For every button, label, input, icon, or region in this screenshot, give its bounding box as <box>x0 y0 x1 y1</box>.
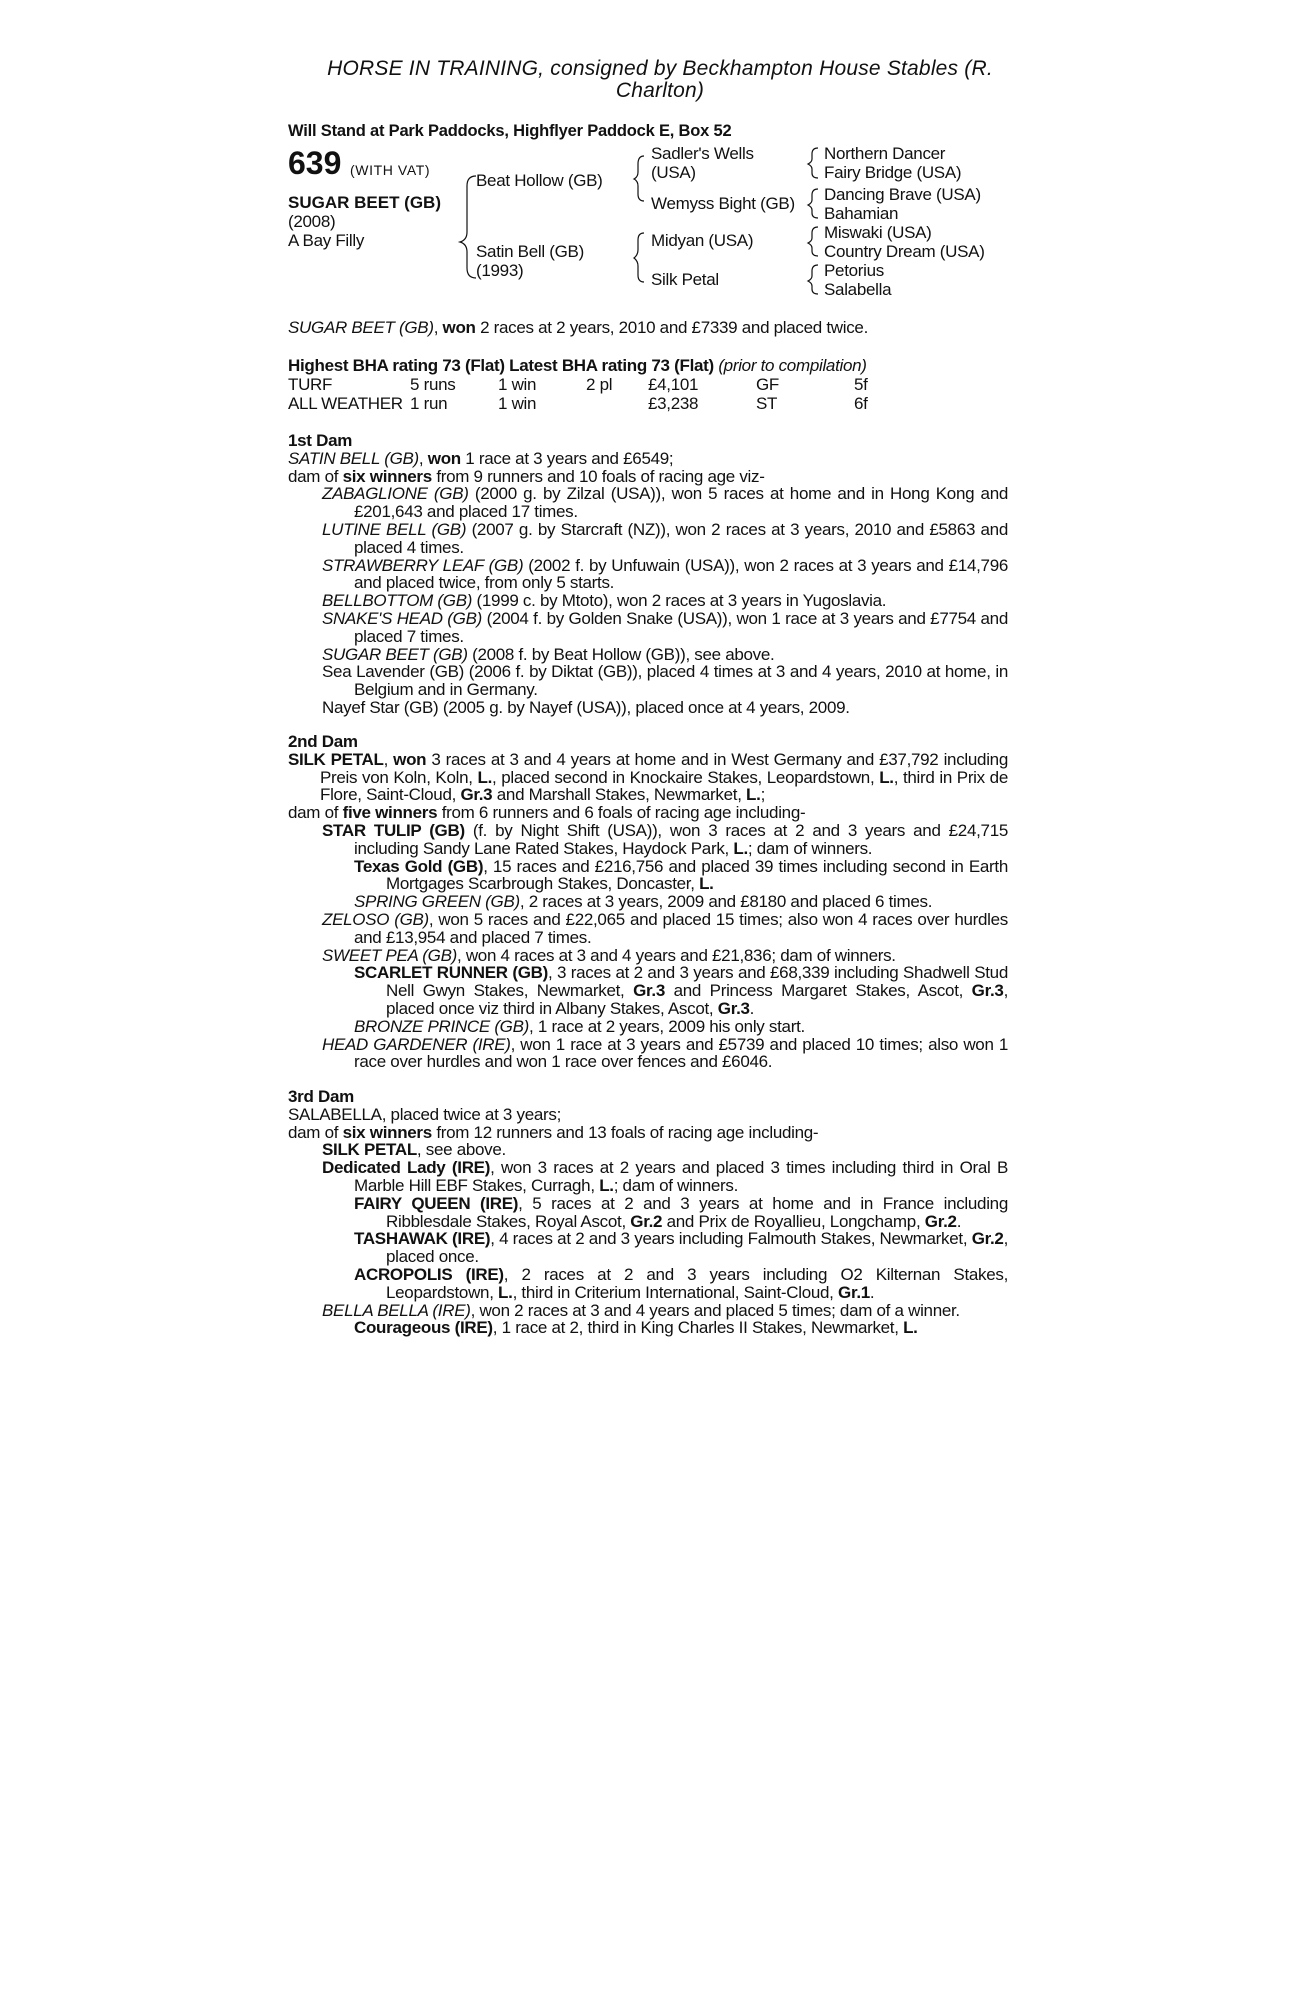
dds: Petorius <box>824 261 884 280</box>
produce-text: , won 4 races at 3 and 4 years and £21,836; dam of winners. <box>456 945 896 965</box>
listed-label: L. <box>498 1282 513 1302</box>
summary-horse: SUGAR BEET (GB) <box>288 318 434 337</box>
produce-name: TASHAWAK (IRE) <box>354 1229 491 1249</box>
produce-text: , won 1 race at 3 years and £5739 and placed 10 times; also won 1 race over hurdles and won 1 race over fences and £6046. <box>354 1034 1008 1072</box>
stats-distance: 5f <box>854 375 868 394</box>
first-dam-record: SATIN BELL (GB), won 1 race at 3 years and £6549; <box>288 448 674 468</box>
ratings-text: Highest BHA rating 73 (Flat) Latest BHA rating 73 (Flat) <box>288 356 714 375</box>
produce-text: , 15 races and £216,756 and placed 39 times including second in Earth Mortgages Scarbrough Stakes, Doncaster, <box>386 856 1008 894</box>
produce-item <box>288 699 1008 717</box>
ddd: Salabella <box>824 280 892 299</box>
produce-text: , 1 race at 2 years, 2009 his only start. <box>529 1016 805 1036</box>
produce-item <box>288 1302 1008 1320</box>
dam: Satin Bell (GB) <box>476 242 584 261</box>
produce-text: , 1 race at 2, third in King Charles II Stakes, Newmarket, <box>492 1318 904 1338</box>
listed-label: L. <box>733 838 748 858</box>
listed-label: L. <box>879 767 894 787</box>
stats-prize: £4,101 <box>648 375 699 394</box>
produce-intro: dam of <box>288 803 343 823</box>
second-dam-title: 2nd Dam <box>288 732 358 751</box>
produce-name: BELLA BELLA (IRE) <box>322 1300 471 1320</box>
listed-label: L. <box>746 785 761 805</box>
first-dam-name: SATIN BELL (GB) <box>288 448 419 468</box>
produce-text: , placed once. <box>386 1229 1009 1267</box>
group-label: Gr.2 <box>924 1211 957 1231</box>
produce-text: , see above. <box>416 1140 506 1160</box>
first-dam-produce <box>288 468 1008 486</box>
produce-item <box>288 592 1008 610</box>
dam-sire: Midyan (USA) <box>651 231 754 250</box>
produce-text: (2007 g. by Starcraft (NZ)), won 2 races at 3 years, 2010 and £5863 and placed 4 times. <box>354 519 1008 557</box>
produce-item <box>288 663 1008 699</box>
consignor-line-2: Charlton) <box>615 79 705 102</box>
vat-note: (WITH VAT) <box>350 162 431 178</box>
listed-label: L. <box>903 1318 918 1338</box>
produce-name: ZABAGLIONE (GB) <box>322 484 469 504</box>
produce-sub-item <box>288 964 1008 1017</box>
summary-won: won <box>442 318 476 337</box>
produce-name: HEAD GARDENER (IRE) <box>322 1034 511 1054</box>
won-label: won <box>393 749 427 769</box>
second-dam-name: SILK PETAL <box>288 749 384 769</box>
ratings-line <box>288 356 867 376</box>
sds: Dancing Brave (USA) <box>824 185 981 204</box>
stats-going: GF <box>756 375 780 394</box>
race-summary: SUGAR BEET (GB), won 2 races at 2 years, 2010 and £7339 and placed twice. <box>288 318 869 337</box>
produce-name: ZELOSO (GB) <box>322 909 429 929</box>
produce-name: FAIRY QUEEN (IRE) <box>354 1193 519 1213</box>
produce-item <box>288 521 1008 557</box>
produce-item <box>288 1141 1008 1159</box>
produce-text: , third in Criterium International, Saint-Cloud, <box>512 1282 839 1302</box>
group-label: Gr.1 <box>838 1282 870 1302</box>
produce-name: BELLBOTTOM (GB) <box>322 591 473 611</box>
produce-item <box>288 822 1008 858</box>
horse-year: (2008) <box>288 212 336 231</box>
produce-text: from 12 runners and 13 foals of racing age including- <box>431 1122 819 1142</box>
produce-text: , won 5 races and £22,065 and placed 15 times; also won 4 races over hurdles and £13,954 and placed 7 times. <box>354 909 1008 947</box>
sire-brace <box>634 156 644 201</box>
produce-text: , 3 races at 2 and 3 years and £68,339 including Shadwell Stud Nell Gwyn Stakes, Newmarket, <box>386 963 1008 1001</box>
dam-year: (1993) <box>476 261 524 280</box>
ssd: Fairy Bridge (USA) <box>824 163 962 182</box>
sire-sire: Sadler's Wells <box>651 144 754 163</box>
produce-item <box>288 1036 1008 1072</box>
produce-name: Courageous (IRE) <box>354 1318 493 1338</box>
produce-sub-item <box>288 1319 1008 1337</box>
produce-text: (f. by Night Shift (USA)), won 3 races at 2 and 3 years and £24,715 including Sandy Lane Rated Stakes, Haydock Park, <box>354 820 1008 858</box>
horse-description: A Bay Filly <box>288 231 365 250</box>
produce-text: (2008 f. by Beat Hollow (GB)), see above. <box>467 644 775 664</box>
produce-name: ACROPOLIS (IRE) <box>354 1264 504 1284</box>
produce-item <box>288 610 1008 646</box>
record-text: , placed second in Knockaire Stakes, Leopardstown, <box>492 767 880 787</box>
produce-text: and Prix de Royallieu, Longchamp, <box>662 1211 925 1231</box>
second-dam-record: SILK PETAL, won 3 races at 3 and 4 years at home and in West Germany and £37,792 including Preis von Koln, Koln, L., placed second in Knockaire Stakes, Leopardstown, L., third in Prix de Flore, Saint-Cloud, Gr.3 and Marshall Stakes, Newmarket, L.; <box>288 749 1008 805</box>
produce-sub-item <box>288 893 1008 911</box>
main-brace <box>460 176 476 278</box>
group-label: Gr.3 <box>460 785 493 805</box>
third-dam-produce <box>288 1124 1008 1142</box>
produce-text: Nayef Star (GB) (2005 g. by Nayef (USA)), placed once at 4 years, 2009. <box>322 697 850 717</box>
produce-text: , placed once viz third in Albany Stakes, Ascot, <box>386 981 1008 1018</box>
horse-name: SUGAR BEET (GB) <box>288 193 441 212</box>
sdd: Bahamian <box>824 204 899 223</box>
produce-text: Sea Lavender (GB) (2006 f. by Diktat (GB)), placed 4 times at 3 and 4 years, 2010 at home, in Belgium and in Germany. <box>322 662 1008 700</box>
produce-text: . <box>956 1211 962 1231</box>
listed-label: L. <box>477 767 493 787</box>
produce-text: , 2 races at 3 years, 2009 and £8180 and placed 6 times. <box>519 892 933 912</box>
group-label: Gr.3 <box>633 981 665 1001</box>
stand-location: Will Stand at Park Paddocks, Highflyer Paddock E, Box 52 <box>288 122 732 140</box>
produce-intro: dam of <box>288 466 343 486</box>
produce-name: LUTINE BELL (GB) <box>322 519 467 539</box>
lot-number: 639 <box>288 145 342 181</box>
produce-name: Texas Gold (GB) <box>354 856 484 876</box>
first-dam-record-text: 1 race at 3 years and £6549; <box>460 448 674 468</box>
first-dam-section <box>288 432 1008 717</box>
record-text: and Marshall Stakes, Newmarket, <box>492 785 747 805</box>
second-dam-section <box>288 733 1008 1071</box>
produce-text: (2004 f. by Golden Snake (USA)), won 1 race at 3 years and £7754 and placed 7 times. <box>354 608 1008 646</box>
summary-text: 2 races at 2 years, 2010 and £7339 and placed twice. <box>475 318 869 337</box>
produce-name: SNAKE'S HEAD (GB) <box>322 608 482 628</box>
produce-text: . <box>869 1282 875 1302</box>
produce-text: , 2 races at 2 and 3 years including O2 Kilternan Stakes, Leopardstown, <box>386 1264 1008 1302</box>
produce-name: STRAWBERRY LEAF (GB) <box>322 555 524 575</box>
produce-item <box>288 911 1008 947</box>
stats-wins: 1 win <box>498 375 537 394</box>
group-label: Gr.3 <box>971 981 1004 1001</box>
listed-label: L. <box>599 1175 614 1195</box>
produce-item <box>288 947 1008 965</box>
produce-intro: dam of <box>288 1122 343 1142</box>
produce-text: , won 3 races at 2 years and placed 3 times including third in Oral B Marble Hill EBF Stakes, Curragh, <box>354 1158 1008 1195</box>
dss: Miswaki (USA) <box>824 223 932 242</box>
produce-item <box>288 1159 1008 1195</box>
stats-wins: 1 win <box>498 394 537 413</box>
record-text: , third in Prix de Flore, Saint-Cloud, <box>320 767 1008 805</box>
listed-label: L. <box>699 874 714 894</box>
produce-item <box>288 485 1008 521</box>
dam-dam: Silk Petal <box>651 270 719 289</box>
winners-count: six winners <box>342 1122 432 1142</box>
produce-sub-item <box>288 1195 1008 1231</box>
produce-text: , 4 races at 2 and 3 years including Falmouth Stakes, Newmarket, <box>490 1229 972 1249</box>
consignor-line-1: HORSE IN TRAINING, consigned by Beckhampton House Stables (R. <box>327 57 993 80</box>
second-dam-produce <box>288 804 1008 822</box>
produce-text: . <box>749 998 755 1018</box>
produce-sub-item <box>288 1230 1008 1266</box>
dam-brace <box>634 233 644 282</box>
third-dam-section <box>288 1088 1008 1337</box>
produce-text: (2002 f. by Unfuwain (USA)), won 2 races at 3 years and £14,796 and placed twice, from only 5 starts. <box>354 555 1009 593</box>
sire-dam: Wemyss Bight (GB) <box>651 194 795 213</box>
produce-item <box>288 646 1008 664</box>
produce-name: Dedicated Lady (IRE) <box>322 1158 491 1178</box>
produce-text: from 9 runners and 10 foals of racing age viz- <box>431 466 765 486</box>
stats-going: ST <box>756 394 778 413</box>
sire: Beat Hollow (GB) <box>476 171 603 190</box>
record-text: 3 races at 3 and 4 years at home and in West Germany and £37,792 including Preis von Koln, Koln, <box>320 749 1008 787</box>
produce-name: STAR TULIP (GB) <box>322 820 465 840</box>
produce-text: (2000 g. by Zilzal (USA)), won 5 races at home and in Hong Kong and £201,643 and placed 17 times. <box>354 484 1009 522</box>
ratings-note: (prior to compilation) <box>718 356 867 375</box>
stats-prize: £3,238 <box>648 394 699 413</box>
produce-sub-item <box>288 1266 1008 1302</box>
produce-name: SCARLET RUNNER (GB) <box>354 963 548 983</box>
group-label: Gr.2 <box>971 1229 1004 1249</box>
produce-name: SILK PETAL <box>322 1140 417 1160</box>
record-text: ; <box>760 785 765 805</box>
produce-text: (1999 c. by Mtoto), won 2 races at 3 years in Yugoslavia. <box>472 591 887 611</box>
sss: Northern Dancer <box>824 144 946 163</box>
produce-name: SPRING GREEN (GB) <box>354 892 520 912</box>
stats-surface: ALL WEATHER <box>288 394 403 413</box>
won-label: won <box>427 448 461 468</box>
produce-item <box>288 557 1008 593</box>
produce-text: and Princess Margaret Stakes, Ascot, <box>664 981 972 1001</box>
produce-text: ; dam of winners. <box>613 1175 739 1195</box>
third-dam-record: SALABELLA, placed twice at 3 years; <box>288 1104 561 1124</box>
produce-text: ; dam of winners. <box>747 838 873 858</box>
group-label: Gr.3 <box>717 998 750 1018</box>
third-dam-title: 3rd Dam <box>288 1087 354 1106</box>
produce-name: BRONZE PRINCE (GB) <box>354 1016 530 1036</box>
stats-surface: TURF <box>288 375 333 394</box>
winners-count: five winners <box>342 803 438 823</box>
produce-name: SWEET PEA (GB) <box>322 945 457 965</box>
stats-runs: 5 runs <box>410 375 456 394</box>
produce-sub-item <box>288 1018 1008 1036</box>
produce-text: , won 2 races at 3 and 4 years and placed 5 times; dam of a winner. <box>470 1300 960 1320</box>
winners-count: six winners <box>342 466 432 486</box>
stats-runs: 1 run <box>410 394 448 413</box>
dsd: Country Dream (USA) <box>824 242 985 261</box>
group-label: Gr.2 <box>630 1211 663 1231</box>
produce-text: , 5 races at 2 and 3 years at home and in France including Ribblesdale Stakes, Royal Ascot, <box>386 1193 1008 1231</box>
sire-sire-country: (USA) <box>651 163 696 182</box>
stats-distance: 6f <box>854 394 868 413</box>
stats-placed: 2 pl <box>586 375 613 394</box>
first-dam-title: 1st Dam <box>288 431 353 450</box>
produce-name: SUGAR BEET (GB) <box>322 644 468 664</box>
produce-sub-item <box>288 858 1008 894</box>
produce-text: from 6 runners and 6 foals of racing age including- <box>437 803 806 823</box>
